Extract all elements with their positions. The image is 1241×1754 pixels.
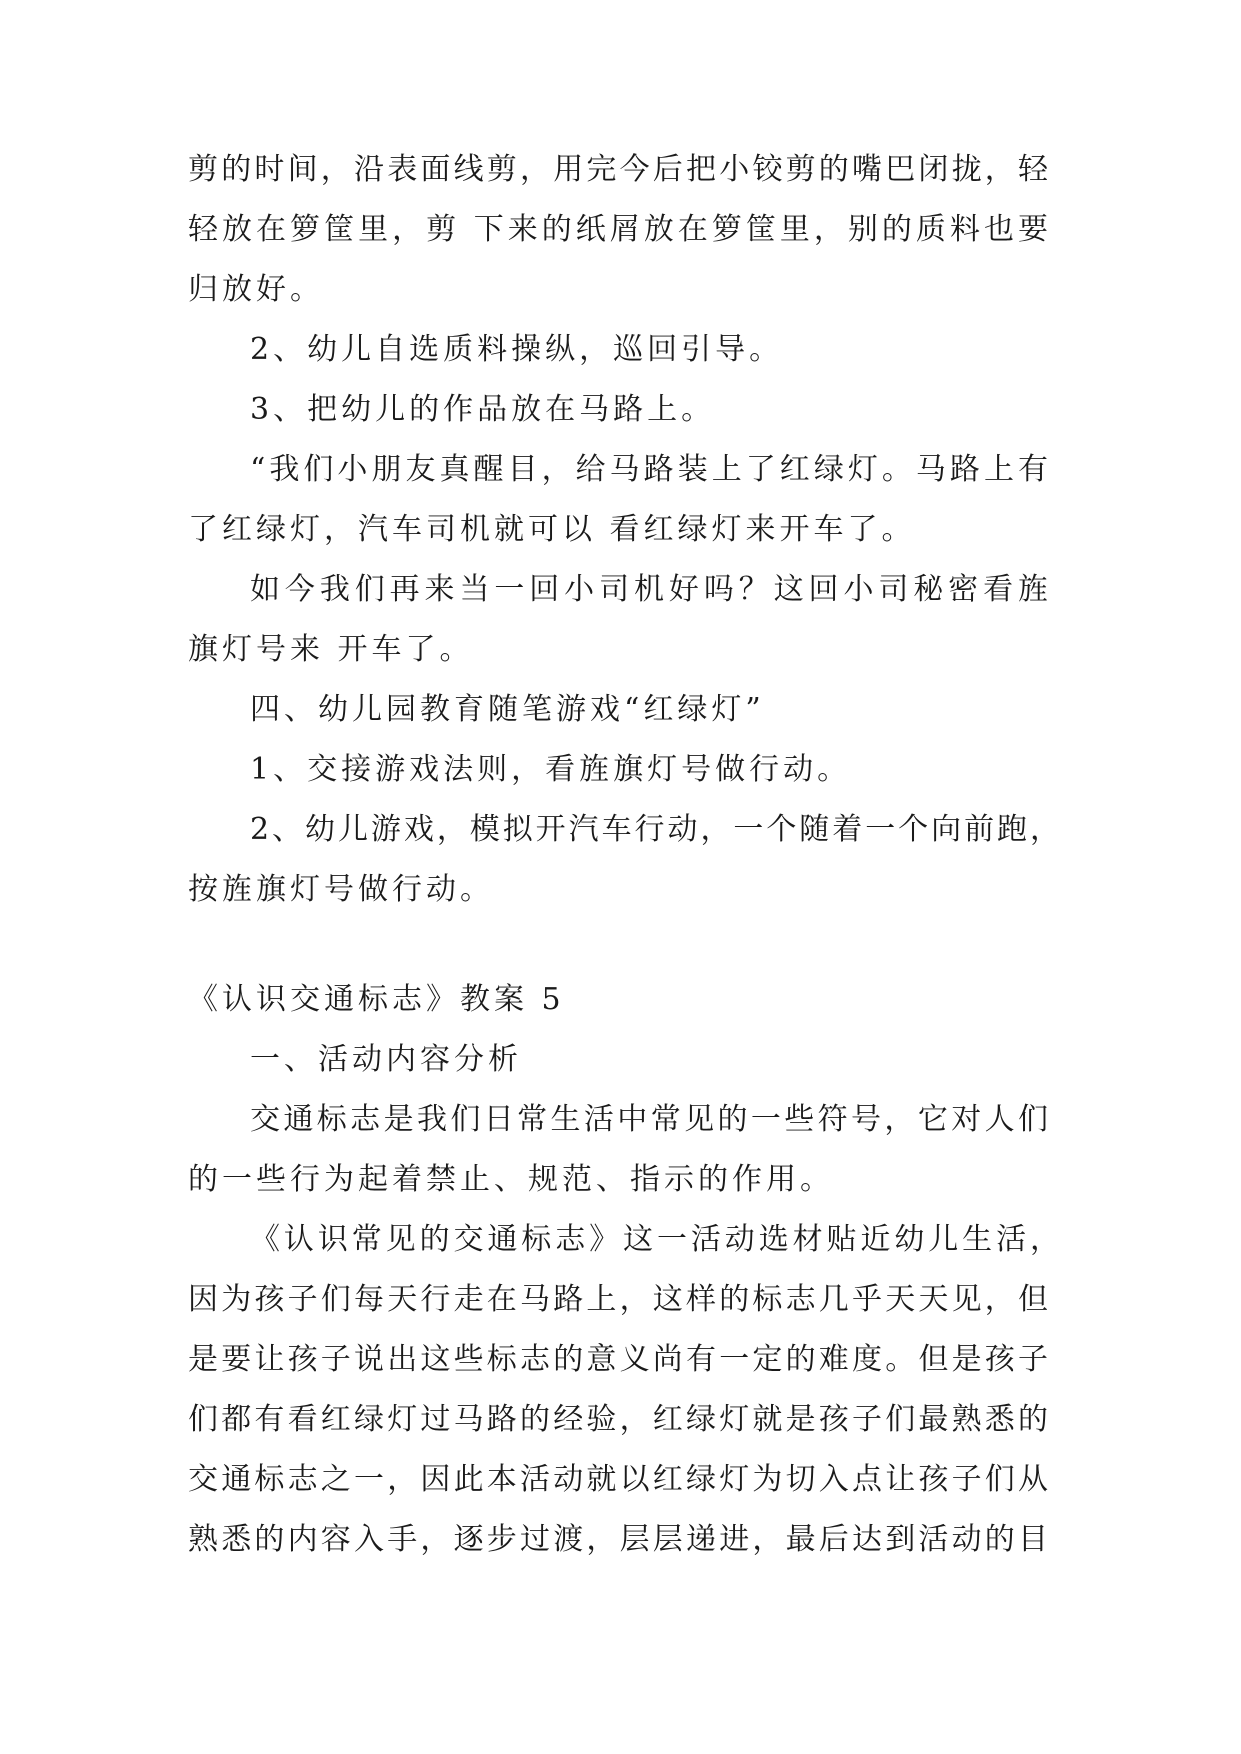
paragraph-line: 归放好。 <box>188 272 324 307</box>
paragraph-line: 轻放在箩筐里，剪 下来的纸屑放在箩筐里，别的质料也要 <box>188 212 1048 247</box>
paragraph-line: 如今我们再来当一回小司机好吗？这回小司秘密看旌 <box>250 572 1048 607</box>
section-heading: 四、幼儿园教育随笔游戏“红绿灯” <box>250 692 765 727</box>
list-item: 3、把幼儿的作品放在马路上。 <box>250 392 716 427</box>
paragraph-line: “我们小朋友真醒目，给马路装上了红绿灯。马路上有 <box>250 452 1048 487</box>
section-heading: 一、活动内容分析 <box>250 1042 522 1077</box>
paragraph-line: 《认识常见的交通标志》这一活动选材贴近幼儿生活， <box>250 1222 1060 1257</box>
paragraph-line: 因为孩子们每天行走在马路上，这样的标志几乎天天见，但 <box>188 1282 1048 1317</box>
lesson-title: 《认识交通标志》教案 5 <box>188 982 565 1017</box>
list-item: 1、交接游戏法则，看旌旗灯号做行动。 <box>250 752 852 787</box>
paragraph-line: 按旌旗灯号做行动。 <box>188 872 494 907</box>
paragraph-line: 交通标志之一，因此本活动就以红绿灯为切入点让孩子们从 <box>188 1462 1048 1497</box>
paragraph-line: 的一些行为起着禁止、规范、指示的作用。 <box>188 1162 834 1197</box>
paragraph-line: 旗灯号来 开车了。 <box>188 632 474 667</box>
paragraph-line: 剪的时间，沿表面线剪，用完今后把小铰剪的嘴巴闭拢，轻 <box>188 152 1048 187</box>
paragraph-line: 是要让孩子说出这些标志的意义尚有一定的难度。但是孩子 <box>188 1342 1048 1377</box>
paragraph-line: 们都有看红绿灯过马路的经验，红绿灯就是孩子们最熟悉的 <box>188 1402 1048 1437</box>
list-item: 2、幼儿游戏，模拟开汽车行动，一个随着一个向前跑， <box>250 812 1060 847</box>
paragraph-line: 熟悉的内容入手，逐步过渡，层层递进，最后达到活动的目 <box>188 1522 1048 1557</box>
list-item: 2、幼儿自选质料操纵，巡回引导。 <box>250 332 784 367</box>
paragraph-line: 交通标志是我们日常生活中常见的一些符号，它对人们 <box>250 1102 1048 1137</box>
paragraph-line: 了红绿灯，汽车司机就可以 看红绿灯来开车了。 <box>188 512 916 547</box>
